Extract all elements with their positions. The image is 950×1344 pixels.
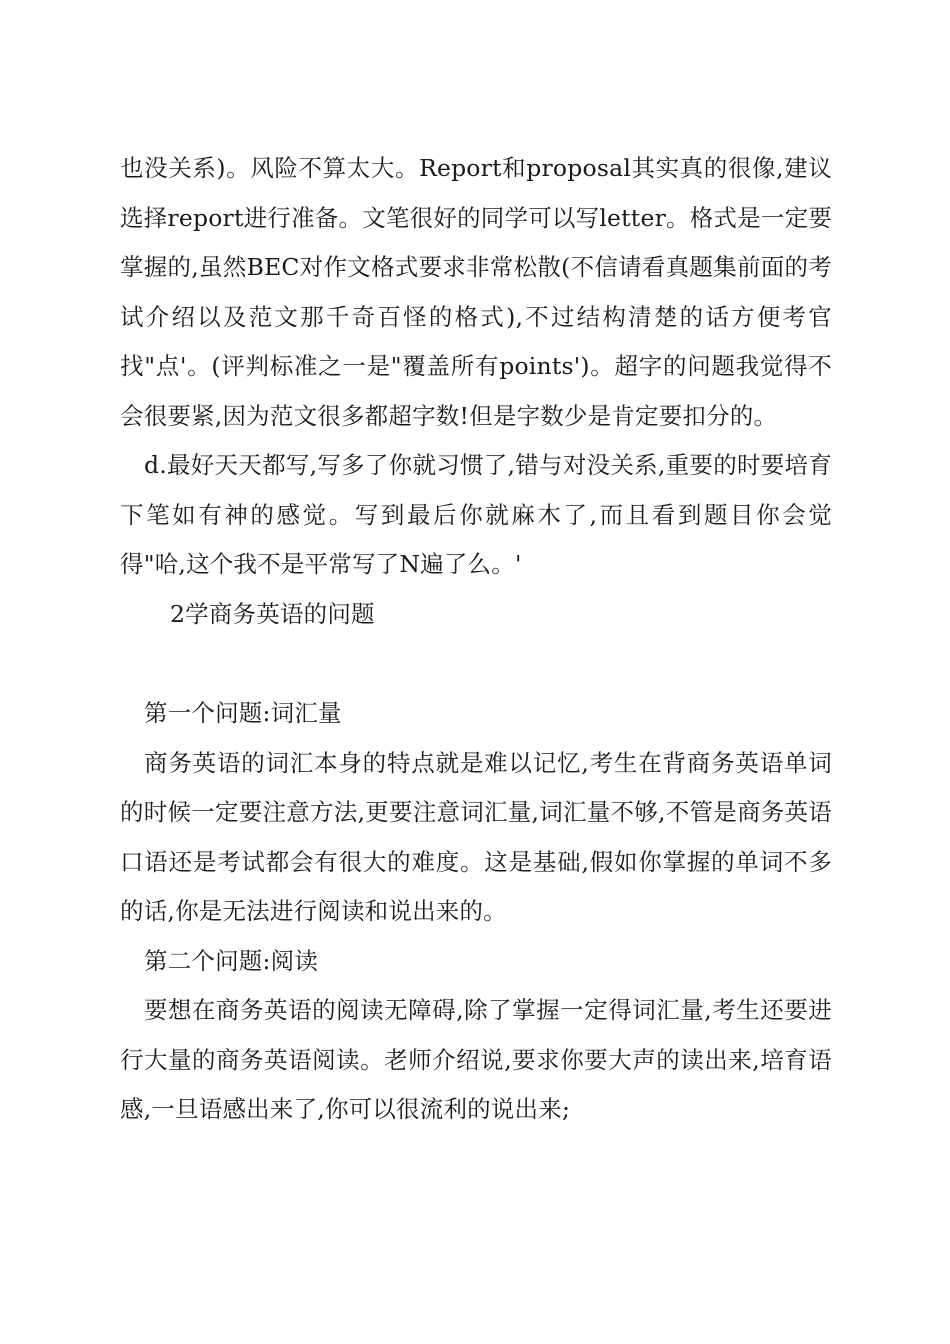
question-1-title: 第一个问题:词汇量 [144, 699, 342, 727]
paragraph-writing-format: 也没关系)。风险不算太大。Report和proposal其实真的很像,建议选择report进行准备。文笔很好的同学可以写letter。格式是一定要掌握的,虽然BEC对作文格式要求非常松散(不信请看真题集前面的考试介绍以及范文那千奇百怪的格式),不过结构清楚的话方便考官找"点'。(评判标准之一是"覆盖所有points')。超字的问题我觉得不会很要紧,因为范文很多都超字数!但是字数少是肯定要扣分的。 [120, 154, 832, 430]
document-page [120, 144, 832, 1135]
section-spacer [120, 639, 832, 689]
question-2-title: 第二个问题:阅读 [144, 946, 319, 975]
question-2-body: 要想在商务英语的阅读无障碍,除了掌握一定得词汇量,考生还要进行大量的商务英语阅读。老师介绍说,要求你要大声的读出来,培育语感,一旦语感出来了,你可以很流利的说出来; [120, 996, 832, 1123]
question-1-body: 商务英语的词汇本身的特点就是难以记忆,考生在背商务英语单词的时候一定要注意方法,更要注意词汇量,词汇量不够,不管是商务英语口语还是考试都会有很大的难度。这是基础,假如你掌握的单词不多的话,你是无法进行阅读和说出来的。 [120, 748, 832, 925]
paragraph-practice-daily: d.最好天天都写,写多了你就习惯了,错与对没关系,重要的时要培育下笔如有神的感觉。写到最后你就麻木了,而且看到题目你会觉得"哈,这个我不是平常写了N遍了么。' [120, 451, 832, 578]
section-title: 2学商务英语的问题 [170, 599, 375, 628]
